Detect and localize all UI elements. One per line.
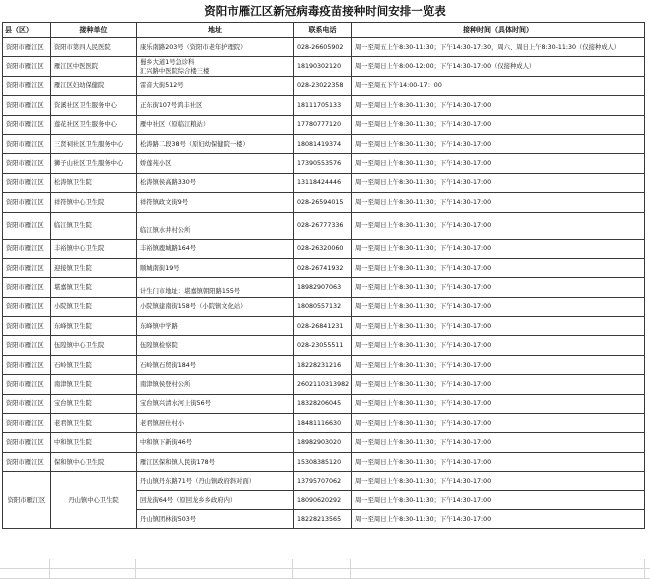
- address-line: 松涛路二段38号（原妇幼保健院一楼）: [140, 140, 249, 148]
- time-cell: 周一至周日上午8:30-11:30；下午14:30-17:00: [352, 258, 645, 277]
- address-line: 顺城南街19号: [140, 264, 180, 272]
- empty-grid-area: [0, 559, 650, 579]
- address-line: 东峰镇中学路: [140, 322, 178, 330]
- phone-cell: 18982903020: [294, 433, 352, 452]
- unit-cell: 雁江区妇幼保健院: [51, 76, 137, 95]
- unit-cell: 中和镇卫生院: [51, 433, 137, 452]
- table-title: 资阳市雁江区新冠病毒疫苗接种时间安排一览表: [204, 4, 446, 18]
- time-cell: 周一至周五下午14:00-17：00: [352, 76, 645, 95]
- address-line: 雁江区保和镇人民街178号: [140, 458, 215, 466]
- unit-cell: 丰裕镇中心卫生院: [51, 239, 137, 258]
- unit-cell: 狮子山社区卫生服务中心: [51, 154, 137, 173]
- time-cell: 周一至周日上午8:30-11:30；下午14:30-17:00: [352, 355, 645, 374]
- table-row: [3, 336, 645, 355]
- table-row: [3, 394, 645, 413]
- time-cell: 周一至周日上午8:30-11:30；下午14:30-17:00: [352, 154, 645, 173]
- table-row: [3, 134, 645, 153]
- address-cell: 丹山镇丹东路71号（丹山镇政府斜对面）: [137, 472, 294, 491]
- county-cell: 资阳市雁江区: [3, 297, 51, 316]
- time-cell: 周一至周日上午8:30-11:30；下午14:30-17:00: [352, 115, 645, 134]
- time-cell: 周一至周五上午8:30-11:30；下午14:30-17:30，周六、周日上午8:30-11:30（仅接种成人）: [352, 38, 645, 57]
- time-cell: 周一至周日上午8:30-11:30；下午14:30-17:00: [352, 239, 645, 258]
- county-cell: 资阳市雁江区: [3, 258, 51, 277]
- county-cell: 资阳市雁江区: [3, 154, 51, 173]
- table-row: [3, 96, 645, 115]
- table-row: [3, 433, 645, 452]
- county-cell: 资阳市雁江区: [3, 76, 51, 95]
- phone-cell: 028-26741932: [294, 258, 352, 277]
- time-cell: 周一至周日上午8:30-11:30；下午14:30-17:00: [352, 193, 645, 212]
- header-county: 县（区）: [3, 23, 51, 38]
- address-cell: [137, 278, 294, 297]
- phone-cell: 15308385120: [294, 452, 352, 471]
- phone-cell: 17390553576: [294, 154, 352, 173]
- address-cell: [137, 115, 294, 134]
- table-row: [3, 414, 645, 433]
- table-row: [3, 258, 645, 277]
- time-cell: 周一至周日上午8:30-11:30；下午14:30-17:00: [352, 394, 645, 413]
- address-cell: [137, 57, 294, 76]
- time-cell: 周一至周日上午8:30-11:30；下午14:30-17:00: [352, 375, 645, 394]
- phone-cell: 18228231216: [294, 355, 352, 374]
- phone-cell: 18081419374: [294, 134, 352, 153]
- unit-cell: 保和镇中心卫生院: [51, 452, 137, 471]
- time-cell: 周一至周日上午8:30-11:30；下午14:30-17:00: [352, 452, 645, 471]
- table-row: [3, 375, 645, 394]
- unit-cell: 资溪社区卫生服务中心: [51, 96, 137, 115]
- header-address: 地址: [137, 23, 294, 38]
- county-cell: 资阳市雁江区: [3, 336, 51, 355]
- time-cell: 周一至周日上午8:30-11:30；下午14:30-17:00: [352, 414, 645, 433]
- county-cell: 资阳市雁江区: [3, 193, 51, 212]
- time-cell: 周一至周日上午8:30-11:30；下午14:30-17:00: [352, 278, 645, 297]
- address-cell: 丹山镇团林街503号: [137, 510, 294, 529]
- phone-cell: 028-26320060: [294, 239, 352, 258]
- time-cell: 周一至周日上午8:30-11:30；下午14:30-17:00: [352, 317, 645, 336]
- unit-cell: 祥符镇中心卫生院: [51, 193, 137, 212]
- header-unit: 接种单位: [51, 23, 137, 38]
- time-cell: 周一至周日上午8:30-11:30；下午14:30-17:00: [352, 336, 645, 355]
- phone-cell: 028-26841231: [294, 317, 352, 336]
- phone-cell: 2602110313982: [294, 375, 352, 394]
- table-row: [3, 317, 645, 336]
- county-cell: 资阳市雁江区: [3, 317, 51, 336]
- table-row: [3, 115, 645, 134]
- unit-cell: 石岭镇卫生院: [51, 355, 137, 374]
- address-line: [140, 278, 290, 287]
- time-cell: 周一至周日上午8:30-11:30；下午14:30-17:00: [352, 433, 645, 452]
- unit-cell: 堪嘉镇卫生院: [51, 278, 137, 297]
- address-cell: [137, 355, 294, 374]
- county-cell: 资阳市雁江区: [3, 355, 51, 374]
- address-cell: [137, 134, 294, 153]
- address-cell: [137, 38, 294, 57]
- county-cell: 资阳市雁江区: [3, 433, 51, 452]
- county-cell: 资阳市雁江区: [3, 57, 51, 76]
- time-cell: 周一至周日上午8:30-11:30；下午14:30-17:00: [352, 297, 645, 316]
- unit-cell: 伍隍镇中心卫生院: [51, 336, 137, 355]
- phone-cell: 028-26777336: [294, 212, 352, 239]
- table-row: [3, 278, 645, 297]
- unit-cell: 迎接镇卫生院: [51, 258, 137, 277]
- address-line: 老君镇居仕村小: [140, 419, 185, 427]
- time-cell: 周一至周日上午8:30-11:30；下午14:30-17:00: [352, 96, 645, 115]
- phone-cell: 18228213565: [294, 510, 352, 529]
- phone-cell: 18111705133: [294, 96, 352, 115]
- table-row: [3, 212, 645, 239]
- address-cell: [137, 193, 294, 212]
- address-line: 宝台镇兴清水河上街56号: [140, 400, 211, 408]
- address-line: 雁中社区（原临江粮站）: [140, 121, 210, 129]
- county-cell: 资阳市雁江区: [3, 212, 51, 239]
- county-cell: 资阳市雁江区: [3, 394, 51, 413]
- table-row: [3, 297, 645, 316]
- time-cell: 周一至周日上午8:30-11:30；下午14:30-17:00: [352, 510, 645, 529]
- table-row: [3, 472, 645, 491]
- address-cell: [137, 452, 294, 471]
- table-row: [3, 154, 645, 173]
- time-cell: 周一至周日上午8:30-11:30；下午14:30-17:00: [352, 212, 645, 239]
- unit-cell: 临江镇卫生院: [51, 212, 137, 239]
- address-line: [140, 217, 290, 226]
- address-cell: [137, 433, 294, 452]
- county-cell: 资阳市雁江区: [3, 452, 51, 471]
- phone-cell: 13118424446: [294, 173, 352, 192]
- unit-cell: 丹山镇中心卫生院: [51, 472, 137, 529]
- phone-cell: 028-26594015: [294, 193, 352, 212]
- county-cell: 资阳市雁江区: [3, 134, 51, 153]
- unit-cell: 莲花社区卫生服务中心: [51, 115, 137, 134]
- time-cell: 周一至周日上午8:30-11:30；下午14:30-17:00: [352, 134, 645, 153]
- address-cell: [137, 394, 294, 413]
- address-line: 康乐南路203号（资阳市老年护理院）: [140, 43, 247, 51]
- phone-cell: 028-23022358: [294, 76, 352, 95]
- address-cell: 回龙街64号（原回龙乡乡政府内）: [137, 491, 294, 510]
- header-row: [3, 23, 645, 38]
- address-cell: [137, 375, 294, 394]
- address-cell: [137, 258, 294, 277]
- address-cell: [137, 317, 294, 336]
- address-line: 伍隍镇检察院: [140, 342, 178, 350]
- phone-cell: 18080557132: [294, 297, 352, 316]
- unit-cell: 小院镇卫生院: [51, 297, 137, 316]
- time-cell: 周一至周日上午8:30-11:30；下午14:30-17:00: [352, 173, 645, 192]
- county-cell: 资阳市雁江区: [3, 173, 51, 192]
- phone-cell: 17780777120: [294, 115, 352, 134]
- unit-cell: 雁江区中医医院: [51, 57, 137, 76]
- address-line: 丰裕镇鹿城路164号: [140, 245, 197, 253]
- unit-cell: 松涛镇卫生院: [51, 173, 137, 192]
- address-line: 石岭镇石贸街184号: [140, 361, 197, 369]
- vaccination-schedule-table: [2, 22, 645, 529]
- table-body: [3, 38, 645, 529]
- phone-cell: 13795707062: [294, 472, 352, 491]
- address-cell: [137, 76, 294, 95]
- table-row: [3, 76, 645, 95]
- phone-cell: 18090620292: [294, 491, 352, 510]
- county-cell: 资阳市雁江区: [3, 38, 51, 57]
- address-line: 中和镇下新街46号: [140, 439, 193, 447]
- address-line: 雷音大街512号: [140, 82, 184, 90]
- address-line: 蜀乡大道1号急诊科: [140, 58, 195, 66]
- phone-cell: 18982907063: [294, 278, 352, 297]
- address-line: 松涛镇侯高路330号: [140, 179, 197, 187]
- address-cell: [137, 154, 294, 173]
- phone-cell: 18481116630: [294, 414, 352, 433]
- time-cell: 周一至周日上午8:30-11:30；下午14:30-17:00: [352, 472, 645, 491]
- table-row: [3, 452, 645, 471]
- phone-cell: 028-26605902: [294, 38, 352, 57]
- unit-cell: 老君镇卫生院: [51, 414, 137, 433]
- phone-cell: 18190302120: [294, 57, 352, 76]
- table-row: [3, 355, 645, 374]
- address-line: 正东街107号鸿丰社区: [140, 101, 203, 109]
- table-row: [3, 38, 645, 57]
- address-cell: [137, 212, 294, 239]
- time-cell: 周一至周日上午8:00-12:00；下午14:30-17:00（仅接种成人）: [352, 57, 645, 76]
- address-line: 汇兴路中医院综合楼三楼: [140, 67, 210, 75]
- header-time: 接种时间（具体时间）: [352, 23, 645, 38]
- address-cell: [137, 173, 294, 192]
- address-line: 临江镇水井村公所: [140, 226, 191, 234]
- address-cell: [137, 336, 294, 355]
- county-cell: 资阳市雁江区: [3, 472, 51, 529]
- header-phone: 联系电话: [294, 23, 352, 38]
- address-line: 祥符镇政文街9号: [140, 198, 189, 206]
- county-cell: 资阳市雁江区: [3, 239, 51, 258]
- time-cell: 周一至周日上午8:30-11:30；下午14:30-17:00: [352, 491, 645, 510]
- address-line: 小院镇建南街158号（小院镇文化站）: [140, 303, 247, 311]
- county-cell: 资阳市雁江区: [3, 96, 51, 115]
- table-row: [3, 239, 645, 258]
- address-cell: [137, 297, 294, 316]
- phone-cell: 18328206045: [294, 394, 352, 413]
- address-cell: [137, 239, 294, 258]
- address-cell: [137, 96, 294, 115]
- address-line: 娇莲苑小区: [140, 160, 172, 168]
- unit-cell: 资阳市第四人民医院: [51, 38, 137, 57]
- address-line: 计生门市地址：堪嘉镇朝阳路155号: [140, 288, 241, 296]
- county-cell: 资阳市雁江区: [3, 414, 51, 433]
- table-row: [3, 193, 645, 212]
- county-cell: 资阳市雁江区: [3, 115, 51, 134]
- table-row: [3, 173, 645, 192]
- unit-cell: 三贤祠社区卫生服务中心: [51, 134, 137, 153]
- county-cell: 资阳市雁江区: [3, 375, 51, 394]
- table-row: [3, 57, 645, 76]
- address-cell: [137, 414, 294, 433]
- unit-cell: 东峰镇卫生院: [51, 317, 137, 336]
- county-cell: 资阳市雁江区: [3, 278, 51, 297]
- unit-cell: 南津镇卫生院: [51, 375, 137, 394]
- address-line: 南津镇侯登村公所: [140, 380, 191, 388]
- phone-cell: 028-23055511: [294, 336, 352, 355]
- unit-cell: 宝台镇卫生院: [51, 394, 137, 413]
